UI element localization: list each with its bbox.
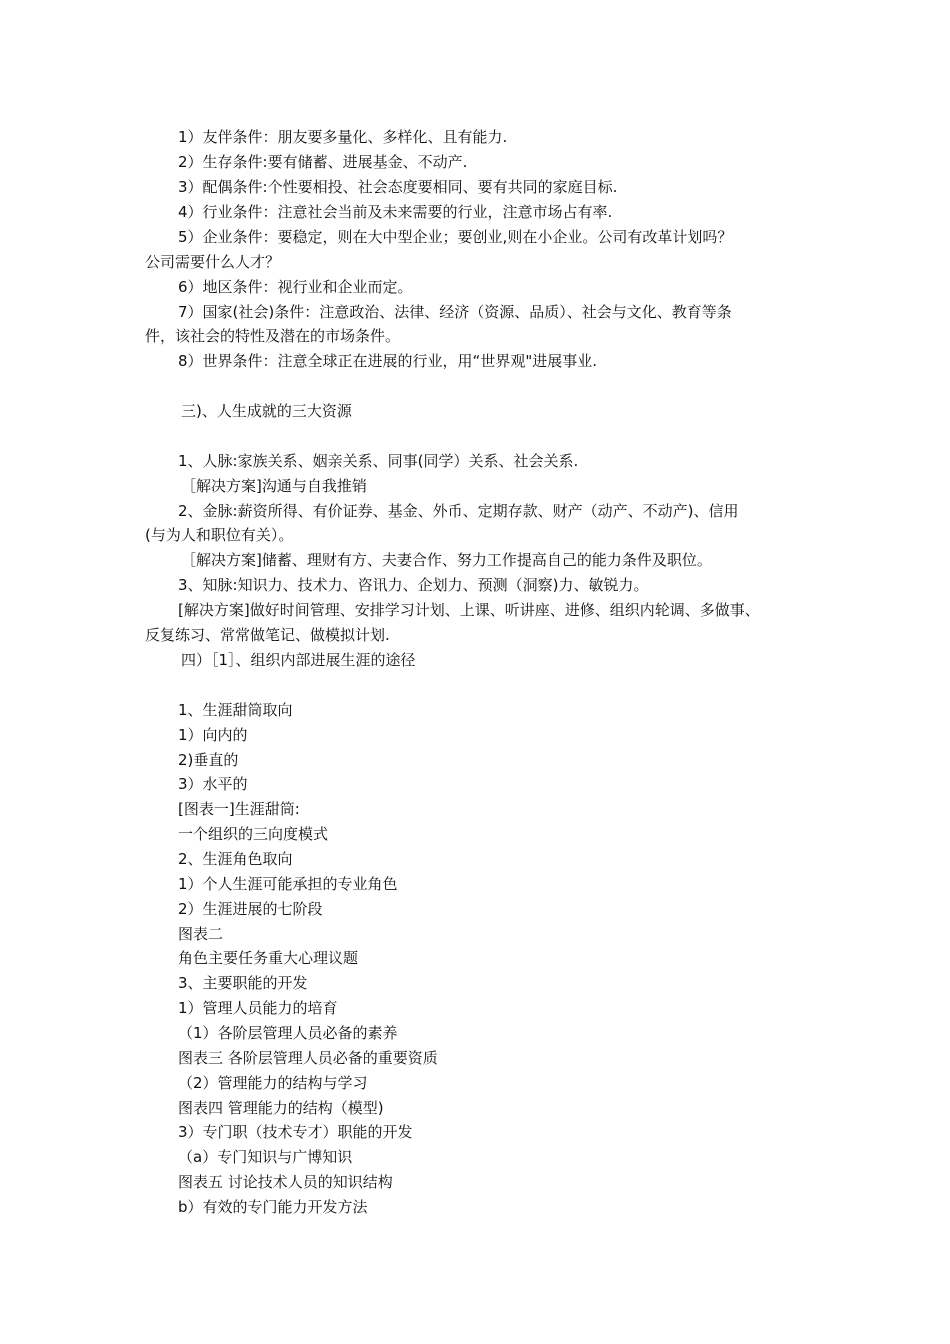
text-line: 角色主要任务重大心理议题 [178,949,359,967]
text-line: (与为人和职位有关）。 [145,526,294,544]
text-line: b）有效的专门能力开发方法 [178,1198,368,1216]
text-line: ［解决方案]沟通与自我推销 [181,477,367,495]
text-line: 3、知脉:知识力、技术力、咨讯力、企划力、预测（洞察)力、敏锐力。 [178,576,649,594]
text-line: 1）个人生涯可能承担的专业角色 [178,875,398,893]
text-line: 一个组织的三向度模式 [178,825,329,843]
text-line: （1）各阶层管理人员必备的素养 [178,1024,398,1042]
section-heading: 三)、人生成就的三大资源 [181,402,352,420]
text-line: 图表二 [178,925,224,943]
text-line: 2、金脉:薪资所得、有价证券、基金、外币、定期存款、财产（动产、不动产)、信用 [178,502,739,520]
text-line: 8）世界条件：注意全球正在进展的行业，用“世界观"进展事业. [178,352,597,370]
text-line: ［解决方案]储蓄、理财有方、夫妻合作、努力工作提高自己的能力条件及职位。 [181,551,712,569]
text-line: 1）管理人员能力的培育 [178,999,338,1017]
text-line: 3）专门职（技术专才）职能的开发 [178,1123,413,1141]
text-line: 7）国家(社会)条件：注意政治、法律、经济（资源、品质）、社会与文化、教育等条 [178,303,732,321]
text-line: （2）管理能力的结构与学习 [178,1074,368,1092]
text-line: [解决方案]做好时间管理、安排学习计划、上课、听讲座、进修、组织内轮调、多做事、 [178,601,760,619]
text-line: 1）友伴条件：朋友要多量化、多样化、且有能力. [178,128,508,146]
text-line: 3）水平的 [178,775,248,793]
text-line: （a）专门知识与广博知识 [178,1148,353,1166]
text-line: 2)垂直的 [178,751,239,769]
text-line: 6）地区条件：视行业和企业而定。 [178,278,413,296]
text-line: 2、生涯角色取向 [178,850,293,868]
text-line: 3、主要职能的开发 [178,974,308,992]
text-line: 图表三 各阶层管理人员必备的重要资质 [178,1049,438,1067]
text-line: 1、生涯甜筒取向 [178,701,293,719]
text-line: 1、人脉:家族关系、姻亲关系、同事(同学）关系、社会关系. [178,452,579,470]
text-line: 2）生涯进展的七阶段 [178,900,323,918]
text-line: 图表五 讨论技术人员的知识结构 [178,1173,393,1191]
section-heading: 四）［1］、组织内部进展生涯的途径 [181,651,416,669]
text-line: 反复练习、常常做笔记、做模拟计划. [145,626,390,644]
text-line: 2）生存条件:要有储蓄、进展基金、不动产. [178,153,468,171]
text-line: 公司需要什么人才？ [145,253,281,271]
text-line: 图表四 管理能力的结构（模型) [178,1099,384,1117]
text-line: [图表一]生涯甜筒: [178,800,300,818]
text-line: 5）企业条件：要稳定，则在大中型企业；要创业,则在小企业。公司有改革计划吗？ [178,228,733,246]
text-line: 4）行业条件：注意社会当前及未来需要的行业，注意市场占有率. [178,203,613,221]
text-line: 1）向内的 [178,726,248,744]
text-line: 3）配偶条件:个性要相投、社会态度要相同、要有共同的家庭目标. [178,178,618,196]
text-line: 件，该社会的特性及潜在的市场条件。 [145,327,401,345]
